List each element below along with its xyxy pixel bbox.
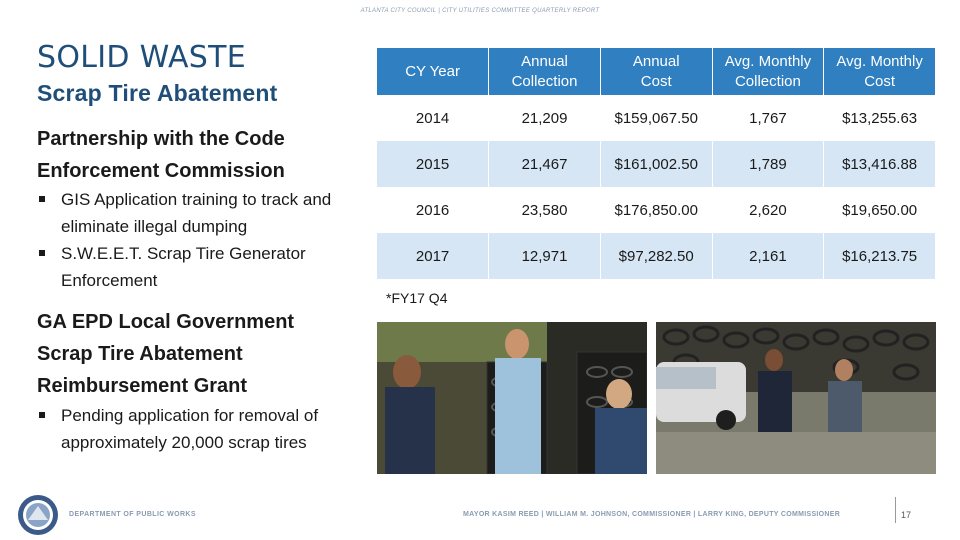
page-number: 17 (901, 510, 912, 520)
bullet-item (37, 240, 331, 294)
header-line: Cost (864, 72, 896, 90)
column-header (712, 48, 824, 95)
table-cell: $16,213.75 (824, 233, 936, 279)
report-header: ATLANTA CITY COUNCIL | CITY UTILITIES COMMITTEE QUARTERLY REPORT (360, 8, 600, 14)
section1-bullets (37, 186, 331, 294)
table-cell: $97,282.50 (600, 233, 712, 279)
table-cell: 2015 (377, 141, 489, 187)
table-cell: 2016 (377, 187, 489, 233)
bullet-line: eliminate illegal dumping (61, 217, 248, 236)
column-header (824, 48, 936, 95)
photo-tire-pile-site (656, 322, 936, 474)
page-number-divider (895, 497, 896, 523)
table-cell: 21,209 (489, 95, 601, 141)
photo-tire-pile-site-illustration (656, 322, 936, 474)
table-cell: 2017 (377, 233, 489, 279)
tire-collection-table (377, 48, 936, 279)
table-cell: $13,255.63 (824, 95, 936, 141)
table-row (377, 233, 936, 279)
bullet-line: Enforcement (61, 271, 158, 290)
bullet-line: GIS Application training to track and (61, 190, 332, 209)
column-header (377, 48, 489, 95)
section2-heading (37, 306, 294, 402)
header-line: Annual (632, 52, 680, 70)
column-header (489, 48, 601, 95)
bullet-item (37, 186, 331, 240)
column-header (600, 48, 712, 95)
table-cell: 12,971 (489, 233, 601, 279)
table-cell: $159,067.50 (600, 95, 712, 141)
header-line: Collection (734, 72, 801, 90)
table-cell: 2,620 (712, 187, 824, 233)
section1-heading-line2: Enforcement Commission (37, 160, 285, 182)
table-cell: 1,767 (712, 95, 824, 141)
table-row (377, 141, 936, 187)
table-cell: $161,002.50 (600, 141, 712, 187)
header-line: CY Year (405, 62, 460, 80)
header-line: Annual (521, 52, 568, 70)
table-cell: 2,161 (712, 233, 824, 279)
table-cell: 1,789 (712, 141, 824, 187)
table-cell: 21,467 (489, 141, 601, 187)
header-line: Avg. Monthly (724, 52, 812, 70)
table-cell: 23,580 (489, 187, 601, 233)
section2-heading-line2: Scrap Tire Abatement (37, 343, 243, 365)
footer-officials: MAYOR KASIM REED | WILLIAM M. JOHNSON, COMMISSIONER | LARRY KING, DEPUTY COMMISSIONER (463, 511, 841, 518)
bullet-line: approximately 20,000 scrap tires (61, 433, 307, 452)
header-line: Avg. Monthly (836, 52, 923, 70)
section2-heading-line1: GA EPD Local Government (37, 311, 295, 333)
table-cell: $19,650.00 (824, 187, 936, 233)
page-title: SOLID WASTE (37, 40, 247, 75)
table-row (377, 95, 936, 141)
photo-tire-rack-workers (377, 322, 647, 474)
photo-tire-rack-workers-illustration (377, 322, 647, 474)
header-line: Cost (640, 72, 672, 90)
page-subtitle: Scrap Tire Abatement (37, 80, 278, 106)
table-cell: $176,850.00 (600, 187, 712, 233)
section2-bullets (37, 402, 318, 456)
header-line: Collection (511, 72, 578, 90)
table-row (377, 187, 936, 233)
city-seal-icon (17, 494, 59, 536)
section1-heading-line1: Partnership with the Code (37, 128, 285, 150)
footer-department: DEPARTMENT OF PUBLIC WORKS (69, 511, 196, 518)
bullet-line: S.W.E.E.T. Scrap Tire Generator (61, 244, 306, 263)
table-cell: 2014 (377, 95, 489, 141)
bullet-line: Pending application for removal of (61, 406, 319, 425)
table-footnote: *FY17 Q4 (386, 290, 448, 306)
table-header-row (377, 48, 936, 95)
bullet-item (37, 402, 318, 456)
table-cell: $13,416.88 (824, 141, 936, 187)
section2-heading-line3: Reimbursement Grant (37, 375, 248, 397)
section1-heading (37, 123, 285, 187)
